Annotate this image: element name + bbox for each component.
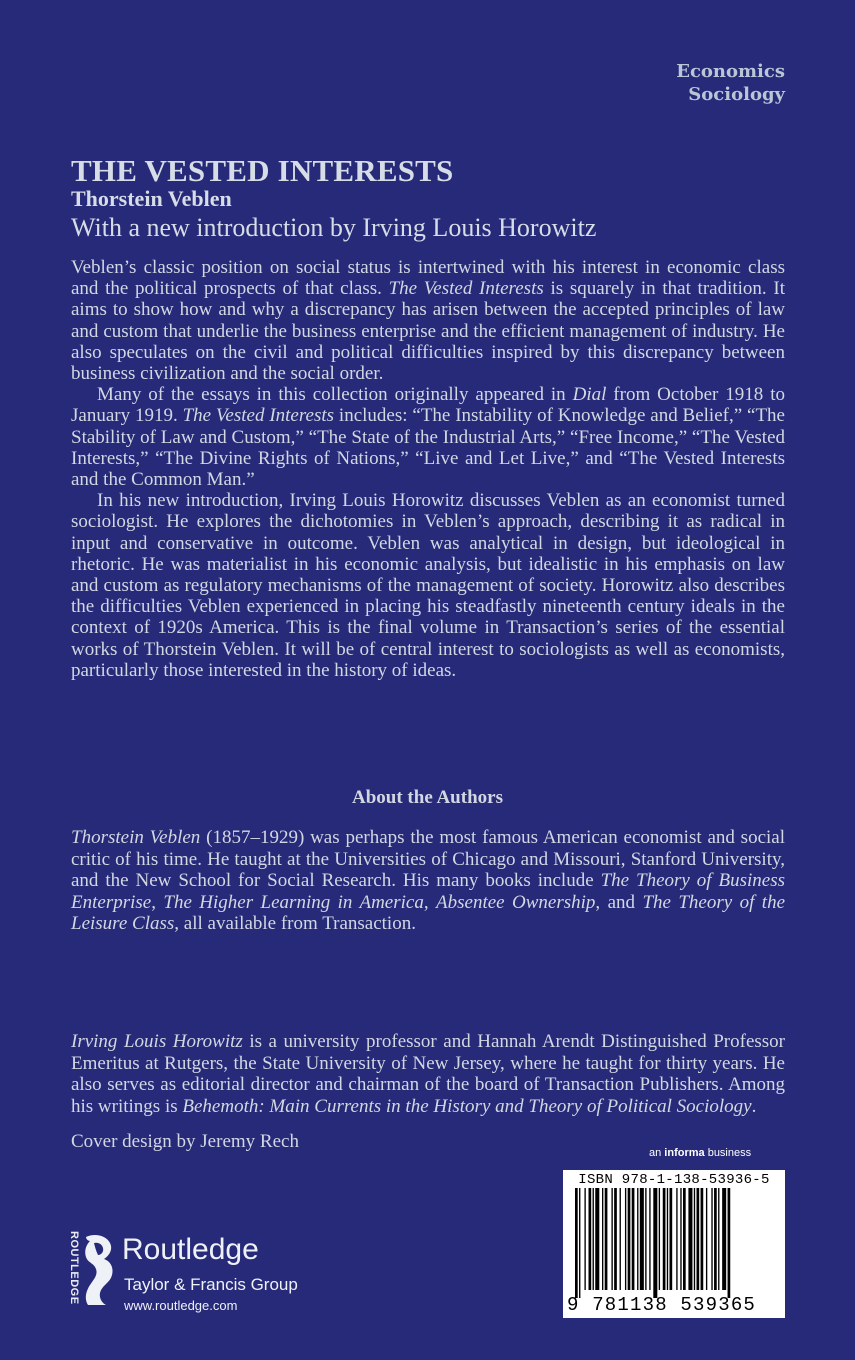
book-author: Thorstein Veblen [71,186,232,211]
publisher-url: www.routledge.com [124,1298,238,1313]
barcode-bar [701,1188,704,1290]
barcode-bar [706,1188,707,1290]
barcode-bar [722,1188,726,1290]
about-authors-heading: About the Authors [352,787,503,808]
subject-economics: Economics [676,61,785,82]
description-paragraph-3: In his new introduction, Irving Louis Horowitz discusses Veblen as an economist turned sociologist. He explores the dichotomies in Veblen’s approach, describing it as radical in input and conservative in outcome. Veblen was analytical in design, but ideological in rhetoric. He was materialist in his economic analysis, but idealistic in his emphasis on law and custom as regulatory mechanisms of the management of society. Horowitz also describes the difficulties Veblen experienced in placing his steadfastly nineteenth century ideals in the context of 1920s America. This is the final volume in Transaction’s series of the essential works of Thorstein Veblen. It will be of central interest to sociologists as well as economists, particularly those interested in the history of ideas. [71,490,785,681]
barcode-bar [579,1188,580,1298]
routledge-horse-icon [80,1233,118,1305]
barcode-bar [628,1188,631,1290]
barcode-bar [697,1188,700,1290]
barcode-bar [605,1188,608,1290]
barcode-bar [589,1188,592,1290]
barcode-bar [640,1188,644,1290]
author-bio-veblen: Thorstein Veblen (1857–1929) was perhaps the most famous American economist and social critic of his time. He taught at the Universities of Chicago and Missouri, Stanford University, and the New School for Social Research. His many books include The Theory of Business Enterprise, The Higher Learning in America, Absentee Ownership, and The Theory of the Leisure Class, all available from Transaction. [71,827,786,935]
barcode-bar [680,1188,681,1290]
barcode-bar [602,1188,603,1290]
cover-design-credit: Cover design by Jeremy Rech [71,1131,299,1152]
barcode-bar [694,1188,695,1290]
publisher-group: Taylor & Francis Group [124,1275,298,1294]
barcode-bar [637,1188,638,1290]
barcode-bar [645,1188,646,1290]
barcode-bars [573,1188,777,1298]
subject-categories [676,60,785,106]
barcode-bar [688,1188,692,1290]
book-title: THE VESTED INTERESTS [71,153,454,188]
subject-sociology: Sociology [688,84,785,105]
barcode-bar [670,1188,673,1290]
barcode-bar [718,1188,719,1290]
barcode-bar [575,1188,578,1298]
barcode-digits: 9 781138 539365 [567,1294,757,1316]
barcode-bar [667,1188,668,1290]
barcode-bar [593,1188,594,1290]
barcode-bar [711,1188,712,1290]
barcode-bar [649,1188,650,1290]
barcode-bar [676,1188,677,1290]
author-bio-horowitz: Irving Louis Horowitz is a university professor and Hannah Arendt Distinguished Professor Emeritus at Rutgers, the State University of New Jersey, where he taught for thirty years. He also serves as editorial director and chairman of the board of Transaction Publishers. Among his writings is Behemoth: Main Currents in the History and Theory of Political Sociology. [71,1031,786,1117]
routledge-vertical-wordmark: ROUTLEDGE [68,1231,80,1305]
isbn-barcode [563,1170,785,1318]
informa-business-label: an informa business [649,1147,752,1159]
barcode-bar [653,1188,657,1298]
isbn-label: ISBN 978-1-138-53936-5 [578,1172,770,1188]
barcode-bar [595,1188,599,1290]
description-paragraph-1: Veblen’s classic position on social status is intertwined with his interest in economic class and the political prospects of that class. The Vested Interests is squarely in that tradition. It aims to show how and why a discrepancy has arisen between the accepted principles of law and custom that underlie the business enterprise and the efficient management of industry. He also speculates on the civil and political difficulties inspired by this discrepancy between business civilization and the social order. [71,257,785,385]
description-paragraph-2: Many of the essays in this collection originally appeared in Dial from October 1918 to January 1919. The Vested Interests includes: “The Instability of Knowledge and Belief,” “The Stability of Law and Custom,” “The State of the Industrial Arts,” “Free Income,” “The Vested Interests,” “The Divine Rights of Nations,” “Live and Let Live,” and “The Vested Interests and the Common Man.” [71,384,786,491]
barcode-bar [632,1188,635,1290]
introduction-credit: With a new introduction by Irving Louis Horowitz [71,213,597,242]
routledge-name: Routledge [122,1233,259,1266]
barcode-bar [663,1188,666,1290]
barcode-bar [584,1188,585,1290]
barcode-bar [614,1188,617,1290]
barcode-bar [683,1188,686,1290]
barcode-bar [728,1188,731,1298]
book-description [71,257,785,681]
barcode-bar [625,1188,626,1290]
barcode-bar [620,1188,621,1290]
routledge-logo [64,1231,324,1311]
barcode-bar [714,1188,717,1290]
barcode-bar [611,1188,612,1290]
barcode-bar [659,1188,660,1290]
